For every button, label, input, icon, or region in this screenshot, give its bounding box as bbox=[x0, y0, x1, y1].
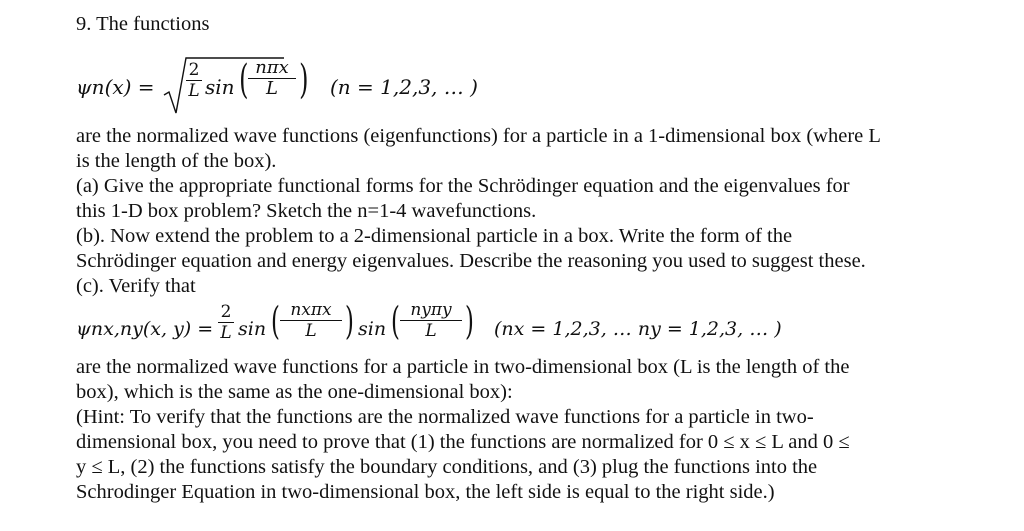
eq2-sin-2: sin bbox=[358, 318, 387, 340]
left-paren: ( bbox=[270, 299, 280, 343]
text-line: Schrödinger equation and energy eigenvalues. Describe the reasoning you used to suggest these. bbox=[76, 250, 866, 272]
eq1-arg-numerator: nπx bbox=[255, 57, 289, 78]
wavefunction-1d-equation bbox=[76, 55, 496, 119]
eq2-coefficient bbox=[218, 302, 234, 343]
eq1-lhs: ψn(x) = bbox=[76, 75, 155, 99]
right-paren: ) bbox=[299, 57, 309, 103]
eq2-arg2-numerator: nyπy bbox=[410, 300, 452, 320]
left-paren: ( bbox=[390, 299, 400, 343]
eq2-argument-2 bbox=[400, 300, 462, 341]
right-paren: ) bbox=[344, 299, 354, 343]
text-line: (a) Give the appropriate functional forms for the Schrödinger equation and the eigenvalues for bbox=[76, 175, 850, 197]
eq2-arg1-denominator: L bbox=[305, 321, 317, 341]
eq1-range: (n = 1,2,3, … ) bbox=[330, 75, 478, 99]
text-line: dimensional box, you need to prove that (1) the functions are normalized for 0 ≤ x ≤ L and 0 ≤ bbox=[76, 431, 850, 453]
text-line: are the normalized wave functions (eigenfunctions) for a particle in a 1-dimensional box (where L bbox=[76, 125, 881, 147]
eq1-sin: sin bbox=[205, 75, 235, 99]
eq2-lhs: ψnx,ny(x, y) = bbox=[76, 318, 214, 340]
eq2-sin-1: sin bbox=[238, 318, 267, 340]
eq2-coef-denominator: L bbox=[220, 323, 232, 343]
text-line: is the length of the box). bbox=[76, 150, 277, 172]
eq2-argument-1 bbox=[280, 300, 342, 341]
text-line: are the normalized wave functions for a particle in two-dimensional box (L is the length of the bbox=[76, 356, 850, 378]
sqrt-numerator: 2 bbox=[188, 60, 200, 80]
right-paren: ) bbox=[464, 299, 474, 343]
text-line: (b). Now extend the problem to a 2-dimensional particle in a box. Write the form of the bbox=[76, 225, 793, 247]
eq2-arg1-numerator: nxπx bbox=[290, 300, 332, 320]
text-line: Schrodinger Equation in two-dimensional box, the left side is equal to the right side.) bbox=[76, 481, 775, 503]
text-line: y ≤ L, (2) the functions satisfy the boundary conditions, and (3) plug the functions into the bbox=[76, 456, 818, 478]
eq2-coef-numerator: 2 bbox=[220, 302, 232, 322]
text-line: (c). Verify that bbox=[76, 275, 196, 297]
eq1-arg-denominator: L bbox=[266, 78, 278, 99]
sqrt-fraction bbox=[186, 60, 202, 101]
eq1-argument-fraction bbox=[248, 58, 296, 99]
text-line: this 1-D box problem? Sketch the n=1-4 wavefunctions. bbox=[76, 200, 537, 222]
text-line: (Hint: To verify that the functions are the normalized wave functions for a particle in two- bbox=[76, 406, 814, 428]
eq2-arg2-denominator: L bbox=[425, 321, 437, 341]
wavefunction-2d-equation bbox=[76, 298, 816, 354]
eq2-range: (nx = 1,2,3, … ny = 1,2,3, … ) bbox=[494, 318, 782, 340]
sqrt-denominator: L bbox=[188, 81, 200, 101]
left-paren: ( bbox=[239, 57, 249, 103]
problem-title: 9. The functions bbox=[76, 13, 210, 35]
text-line: box), which is the same as the one-dimensional box): bbox=[76, 381, 513, 403]
